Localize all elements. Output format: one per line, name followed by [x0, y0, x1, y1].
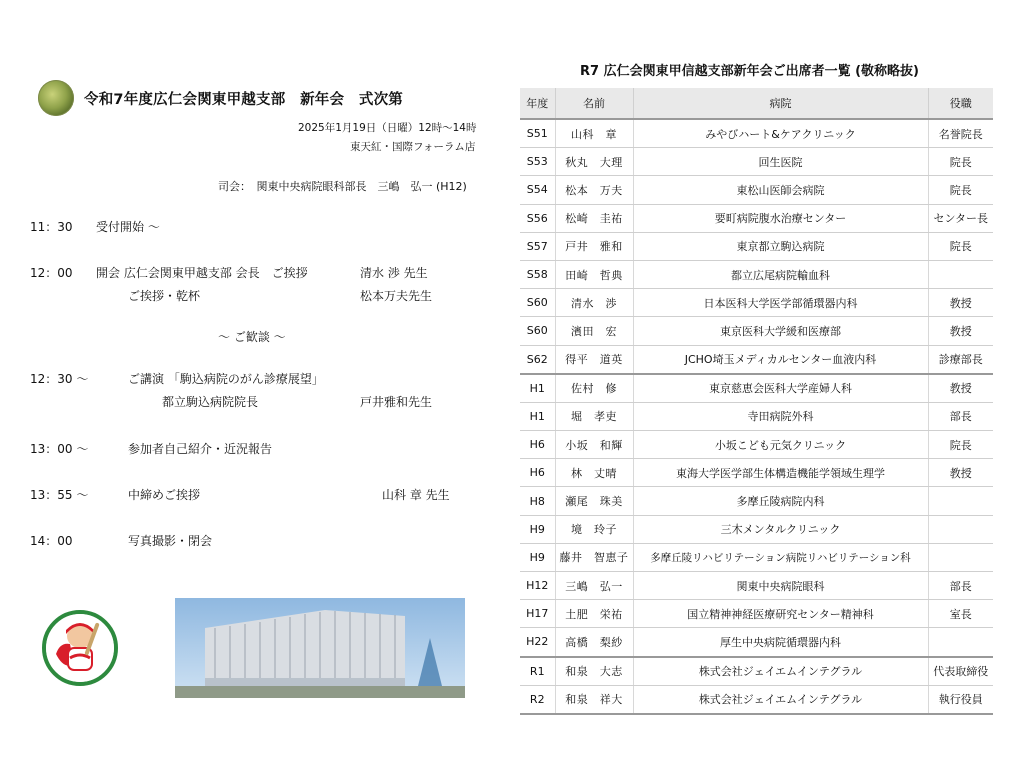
cell-position: 教授	[928, 374, 993, 403]
table-row	[520, 232, 993, 260]
cell-name: 松本 万夫	[555, 176, 633, 204]
cell-year: H22	[520, 628, 555, 657]
cell-position	[928, 260, 993, 288]
cell-year: S56	[520, 204, 555, 232]
table-row	[520, 119, 993, 148]
schedule-item: ご講演 「駒込病院のがん診療展望」	[128, 372, 324, 386]
program-venue: 東天紅・国際フォーラム店	[350, 141, 476, 153]
cell-position: 執行役員	[928, 685, 993, 714]
cell-position	[928, 543, 993, 571]
table-row	[520, 289, 993, 317]
cell-name: 山科 章	[555, 119, 633, 148]
cell-year: S60	[520, 289, 555, 317]
table-row	[520, 176, 993, 204]
schedule-item: 写真撮影・閉会	[128, 534, 213, 548]
table-row	[520, 543, 993, 571]
cell-name: 境 玲子	[555, 515, 633, 543]
cell-name: 藤井 智恵子	[555, 543, 633, 571]
cell-hospital: 小坂こども元気クリニック	[633, 431, 928, 459]
schedule-time: 11：30	[30, 220, 73, 234]
table-row	[520, 345, 993, 374]
cell-year: S51	[520, 119, 555, 148]
schedule-time: 12：00	[30, 266, 73, 280]
cell-hospital: 東京都立駒込病院	[633, 232, 928, 260]
cell-position: 室長	[928, 600, 993, 628]
cell-year: H6	[520, 431, 555, 459]
program-mc: 司会： 関東中央病院眼科部長 三嶋 弘一 (H12)	[218, 180, 467, 193]
header-hospital: 病院	[633, 88, 928, 119]
schedule-item: 受付開始 〜	[96, 220, 160, 234]
cell-name: 和泉 大志	[555, 657, 633, 686]
cell-position: 名誉院長	[928, 119, 993, 148]
cell-year: H1	[520, 402, 555, 430]
cell-position: 教授	[928, 317, 993, 345]
table-row	[520, 515, 993, 543]
attendee-table	[520, 88, 993, 715]
cell-name: 土肥 栄祐	[555, 600, 633, 628]
cell-position	[928, 628, 993, 657]
cell-year: H12	[520, 572, 555, 600]
table-row	[520, 148, 993, 176]
schedule-time: 13：55 〜	[30, 488, 89, 502]
cell-year: R1	[520, 657, 555, 686]
table-row	[520, 431, 993, 459]
table-row	[520, 657, 993, 686]
cell-year: H9	[520, 543, 555, 571]
cell-hospital: 要町病院腹水治療センター	[633, 204, 928, 232]
cell-name: 佐村 修	[555, 374, 633, 403]
schedule-item: 中締めご挨拶	[128, 488, 201, 502]
cell-position	[928, 487, 993, 515]
table-row	[520, 374, 993, 403]
schedule-person: 山科 章 先生	[382, 488, 450, 502]
table-row	[520, 204, 993, 232]
cell-hospital: 三木メンタルクリニック	[633, 515, 928, 543]
program-title: 令和7年度広仁会関東甲越支部 新年会 式次第	[84, 92, 403, 108]
cell-position: 院長	[928, 148, 993, 176]
cell-name: 秋丸 大理	[555, 148, 633, 176]
table-row	[520, 572, 993, 600]
cell-hospital: 厚生中央病院循環器内科	[633, 628, 928, 657]
table-row	[520, 685, 993, 714]
cell-name: 松崎 圭祐	[555, 204, 633, 232]
cell-year: S53	[520, 148, 555, 176]
venue-photo	[175, 598, 465, 698]
cell-year: R2	[520, 685, 555, 714]
mascot-icon	[46, 614, 114, 682]
table-row	[520, 487, 993, 515]
schedule-item: 〜 ご歓談 〜	[218, 330, 286, 344]
schedule-person: 松本万夫先生	[360, 289, 433, 303]
cell-year: H8	[520, 487, 555, 515]
table-row	[520, 317, 993, 345]
table-row	[520, 402, 993, 430]
cell-name: 高橋 梨紗	[555, 628, 633, 657]
cell-hospital: 多摩丘陵リハビリテーション病院リハビリテーション科	[633, 543, 928, 571]
cell-hospital: 回生医院	[633, 148, 928, 176]
schedule-time: 12：30 〜	[30, 372, 89, 386]
cell-hospital: 東京医科大学緩和医療部	[633, 317, 928, 345]
cell-hospital: 株式会社ジェイエムインテグラル	[633, 685, 928, 714]
schedule-item: 開会 広仁会関東甲越支部 会長 ご挨拶	[96, 266, 308, 280]
cell-position: 院長	[928, 232, 993, 260]
schedule-person: 清水 渉 先生	[360, 266, 428, 280]
cell-hospital: 日本医科大学医学部循環器内科	[633, 289, 928, 317]
cell-position: 部長	[928, 572, 993, 600]
cell-position	[928, 515, 993, 543]
schedule-time: 14：00	[30, 534, 73, 548]
cell-hospital: 国立精神神経医療研究センター精神科	[633, 600, 928, 628]
cell-hospital: 都立広尾病院輸血科	[633, 260, 928, 288]
cell-name: 和泉 祥大	[555, 685, 633, 714]
cell-year: S54	[520, 176, 555, 204]
cell-position: 代表取締役	[928, 657, 993, 686]
cell-position: 院長	[928, 431, 993, 459]
schedule-item: ご挨拶・乾杯	[128, 289, 201, 303]
building-image	[175, 598, 465, 698]
cell-year: S57	[520, 232, 555, 260]
cell-hospital: 関東中央病院眼科	[633, 572, 928, 600]
cell-hospital: 寺田病院外科	[633, 402, 928, 430]
mascot-badge	[42, 610, 118, 686]
cell-hospital: 東海大学医学部生体構造機能学領域生理学	[633, 459, 928, 487]
cell-hospital: 株式会社ジェイエムインテグラル	[633, 657, 928, 686]
cell-year: S58	[520, 260, 555, 288]
cell-position: センター長	[928, 204, 993, 232]
cell-hospital: 多摩丘陵病院内科	[633, 487, 928, 515]
cell-position: 診療部長	[928, 345, 993, 374]
cell-name: 得平 道英	[555, 345, 633, 374]
table-row	[520, 459, 993, 487]
schedule-item: 都立駒込病院院長	[162, 395, 259, 409]
schedule-item: 参加者自己紹介・近況報告	[128, 442, 273, 456]
schedule-time: 13：00 〜	[30, 442, 89, 456]
cell-year: S60	[520, 317, 555, 345]
cell-year: S62	[520, 345, 555, 374]
cell-hospital: 東京慈恵会医科大学産婦人科	[633, 374, 928, 403]
attendee-table-header	[520, 88, 993, 119]
program-date: 2025年1月19日（日曜）12時〜14時	[298, 122, 477, 134]
cell-name: 三嶋 弘一	[555, 572, 633, 600]
cell-name: 田崎 哲典	[555, 260, 633, 288]
cell-name: 濱田 宏	[555, 317, 633, 345]
cell-name: 林 丈晴	[555, 459, 633, 487]
cell-position: 教授	[928, 289, 993, 317]
cell-year: H1	[520, 374, 555, 403]
cell-name: 戸井 雅和	[555, 232, 633, 260]
header-name: 名前	[555, 88, 633, 119]
header-position: 役職	[928, 88, 993, 119]
cell-hospital: 東松山医師会病院	[633, 176, 928, 204]
table-row	[520, 628, 993, 657]
attendee-list-title: R7 広仁会関東甲信越支部新年会ご出席者一覧 (敬称略抜)	[580, 64, 919, 79]
cell-name: 小坂 和輝	[555, 431, 633, 459]
cell-hospital: みやびハート&ケアクリニック	[633, 119, 928, 148]
cell-year: H9	[520, 515, 555, 543]
table-row	[520, 260, 993, 288]
cell-position: 部長	[928, 402, 993, 430]
cell-year: H6	[520, 459, 555, 487]
cell-position: 教授	[928, 459, 993, 487]
cell-name: 瀬尾 珠美	[555, 487, 633, 515]
cell-position: 院長	[928, 176, 993, 204]
cell-name: 清水 渉	[555, 289, 633, 317]
cell-year: H17	[520, 600, 555, 628]
cell-hospital: JCHO埼玉メディカルセンター血液内科	[633, 345, 928, 374]
society-logo	[38, 80, 74, 116]
schedule-person: 戸井雅和先生	[360, 395, 433, 409]
cell-name: 堀 孝吏	[555, 402, 633, 430]
header-year: 年度	[520, 88, 555, 119]
table-row	[520, 600, 993, 628]
